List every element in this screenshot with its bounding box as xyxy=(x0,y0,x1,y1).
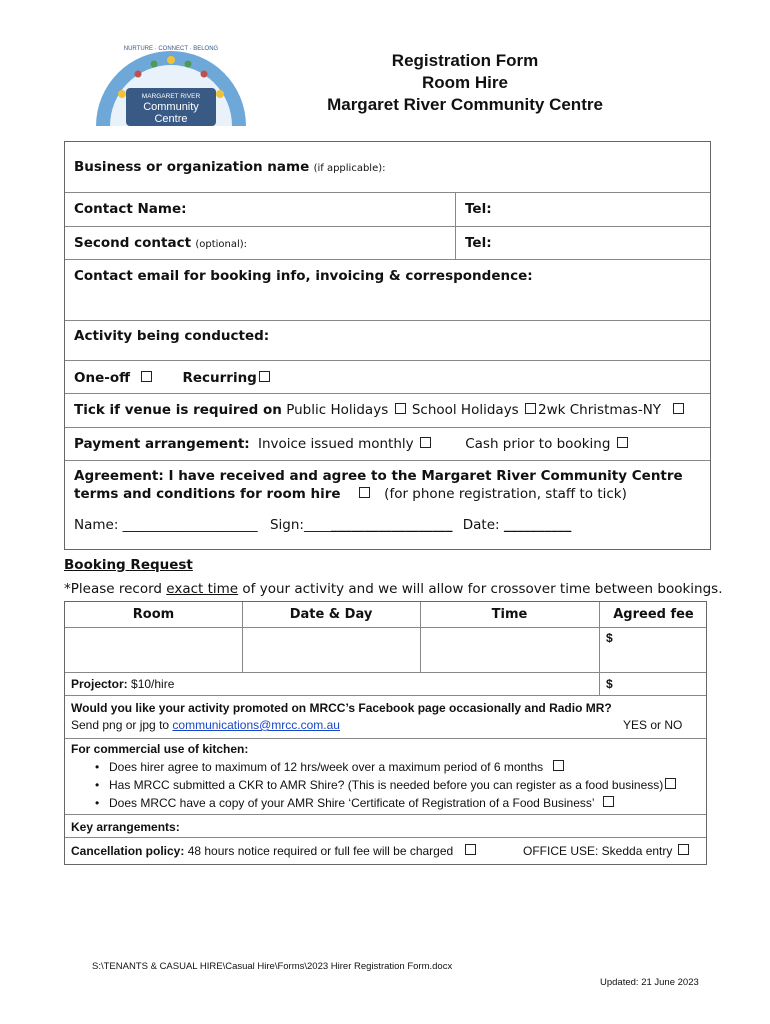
projector-fee-cell[interactable]: $ xyxy=(606,677,613,691)
business-name-hint: (if applicable): xyxy=(313,163,386,174)
agreement-note: (for phone registration, staff to tick) xyxy=(384,486,627,502)
form-title xyxy=(250,50,680,116)
payment-invoice-checkbox[interactable] xyxy=(420,437,431,448)
projector-row xyxy=(71,677,174,691)
oneoff-checkbox[interactable] xyxy=(141,371,152,382)
payment-row xyxy=(74,436,630,452)
date-label: Date: xyxy=(462,517,500,533)
business-name-label: Business or organization name xyxy=(74,159,310,175)
fee-cell[interactable]: $ xyxy=(606,631,613,645)
cancellation-text: 48 hours notice required or full fee will be charged xyxy=(187,844,454,858)
logo-line3: Centre xyxy=(154,113,188,125)
booking-note-underline: exact time xyxy=(166,581,239,597)
registration-form-box xyxy=(64,141,711,550)
title-line2: Room Hire xyxy=(422,73,508,92)
agreement-line2-row xyxy=(74,486,627,502)
payment-label: Payment arrangement: xyxy=(74,436,250,452)
second-contact-hint: (optional): xyxy=(195,239,248,250)
venue-school-label: School Holidays xyxy=(411,402,519,418)
kitchen-item-1-text: Does hirer agree to maximum of 12 hrs/week over a maximum period of 6 months xyxy=(109,760,544,774)
contact-name-label: Contact Name: xyxy=(74,201,187,217)
second-contact-field[interactable] xyxy=(74,235,247,251)
projector-label: Projector: xyxy=(71,677,128,691)
kitchen-item-3-checkbox[interactable] xyxy=(603,796,614,807)
title-line3: Margaret River Community Centre xyxy=(327,95,603,114)
oneoff-label: One-off xyxy=(74,370,131,386)
payment-invoice-label: Invoice issued monthly xyxy=(257,436,414,452)
cancellation-checkbox[interactable] xyxy=(465,844,476,855)
email-label: Contact email for booking info, invoicing & correspondence: xyxy=(74,268,533,284)
promo-send-row xyxy=(71,718,340,732)
recurring-checkbox[interactable] xyxy=(259,371,270,382)
second-contact-label: Second contact xyxy=(74,235,192,251)
logo-line2: Community xyxy=(143,101,199,113)
venue-label: Tick if venue is required on xyxy=(74,402,282,418)
recurring-label: Recurring xyxy=(182,370,257,386)
kitchen-item-2-text: Has MRCC submitted a CKR to AMR Shire? (This is needed before you can register as a food business) xyxy=(109,778,664,792)
frequency-row xyxy=(74,370,272,386)
email-field[interactable] xyxy=(74,268,533,284)
room-cell[interactable] xyxy=(69,629,239,670)
col-fee-header: Agreed fee xyxy=(613,607,694,622)
tel2-field[interactable] xyxy=(465,235,492,251)
date-cell[interactable] xyxy=(246,629,416,670)
activity-label: Activity being conducted: xyxy=(74,328,270,344)
agreement-checkbox[interactable] xyxy=(359,487,370,498)
cancellation-label: Cancellation policy: xyxy=(71,844,185,858)
kitchen-item-3 xyxy=(109,796,616,810)
payment-cash-checkbox[interactable] xyxy=(617,437,628,448)
tel-label: Tel: xyxy=(465,201,492,217)
contact-name-field[interactable] xyxy=(74,201,187,217)
kitchen-item-1-checkbox[interactable] xyxy=(553,760,564,771)
booking-request-title: Booking Request xyxy=(64,557,193,573)
kitchen-item-1 xyxy=(109,760,566,774)
kitchen-item-2 xyxy=(109,778,678,792)
venue-public-checkbox[interactable] xyxy=(395,403,406,414)
name-field[interactable]: Name: ____________________ xyxy=(74,517,258,533)
col-date-header: Date & Day xyxy=(289,607,373,622)
venue-school-checkbox[interactable] xyxy=(525,403,536,414)
sign-field[interactable]: __________________ xyxy=(330,517,453,533)
office-use-checkbox[interactable] xyxy=(678,844,689,855)
promo-email-link[interactable]: communications@mrcc.com.au xyxy=(172,718,340,732)
kitchen-item-3-text: Does MRCC have a copy of your AMR Shire ‘Certificate of Registration of a Food Business’ xyxy=(109,796,595,810)
kitchen-item-2-checkbox[interactable] xyxy=(665,778,676,789)
cancellation-row xyxy=(71,844,478,858)
office-use-text: OFFICE USE: Skedda entry xyxy=(523,844,673,858)
logo-arc-text: NURTURE · CONNECT · BELONG xyxy=(123,46,219,52)
col-room-header: Room xyxy=(132,607,175,622)
promo-answer[interactable]: YES or NO xyxy=(623,718,683,732)
sign-label: Sign:____ xyxy=(269,517,331,533)
col-time-header: Time xyxy=(491,607,528,622)
payment-cash-label: Cash prior to booking xyxy=(465,436,611,452)
venue-public-label: Public Holidays xyxy=(286,402,389,418)
booking-table xyxy=(64,601,707,865)
tel-field[interactable] xyxy=(465,201,492,217)
agreement-line2: terms and conditions for room hire xyxy=(74,486,341,502)
venue-row xyxy=(74,402,686,418)
footer-path: S:\TENANTS & CASUAL HIRE\Casual Hire\Forms\2023 Hirer Registration Form.docx xyxy=(92,961,453,972)
office-use-row xyxy=(523,844,691,858)
title-line1: Registration Form xyxy=(391,51,539,70)
venue-christmas-label: 2wk Christmas-NY xyxy=(538,402,662,418)
projector-value: $10/hire xyxy=(131,677,175,691)
signature-row xyxy=(74,517,571,533)
booking-note-post: of your activity and we will allow for crossover time between bookings. xyxy=(238,581,723,597)
kitchen-label: For commercial use of kitchen: xyxy=(71,742,249,756)
venue-christmas-checkbox[interactable] xyxy=(673,403,684,414)
activity-field[interactable] xyxy=(74,328,269,344)
logo-line1: MARGARET RIVER xyxy=(141,93,201,100)
mrcc-logo xyxy=(92,38,250,126)
promo-send-text: Send png or jpg to xyxy=(71,718,173,732)
time-cell[interactable] xyxy=(424,629,594,670)
business-name-field[interactable] xyxy=(74,159,386,175)
booking-note xyxy=(64,581,723,597)
agreement-line1: Agreement: I have received and agree to the Margaret River Community Centre xyxy=(74,468,683,484)
booking-note-pre: *Please record xyxy=(64,581,167,597)
key-arrangements-label[interactable]: Key arrangements: xyxy=(71,820,180,834)
tel2-label: Tel: xyxy=(465,235,492,251)
footer-updated: Updated: 21 June 2023 xyxy=(600,977,699,988)
date-field[interactable]: __________ xyxy=(503,517,572,533)
promo-question: Would you like your activity promoted on MRCC’s Facebook page occasionally and Radio MR? xyxy=(71,701,612,715)
